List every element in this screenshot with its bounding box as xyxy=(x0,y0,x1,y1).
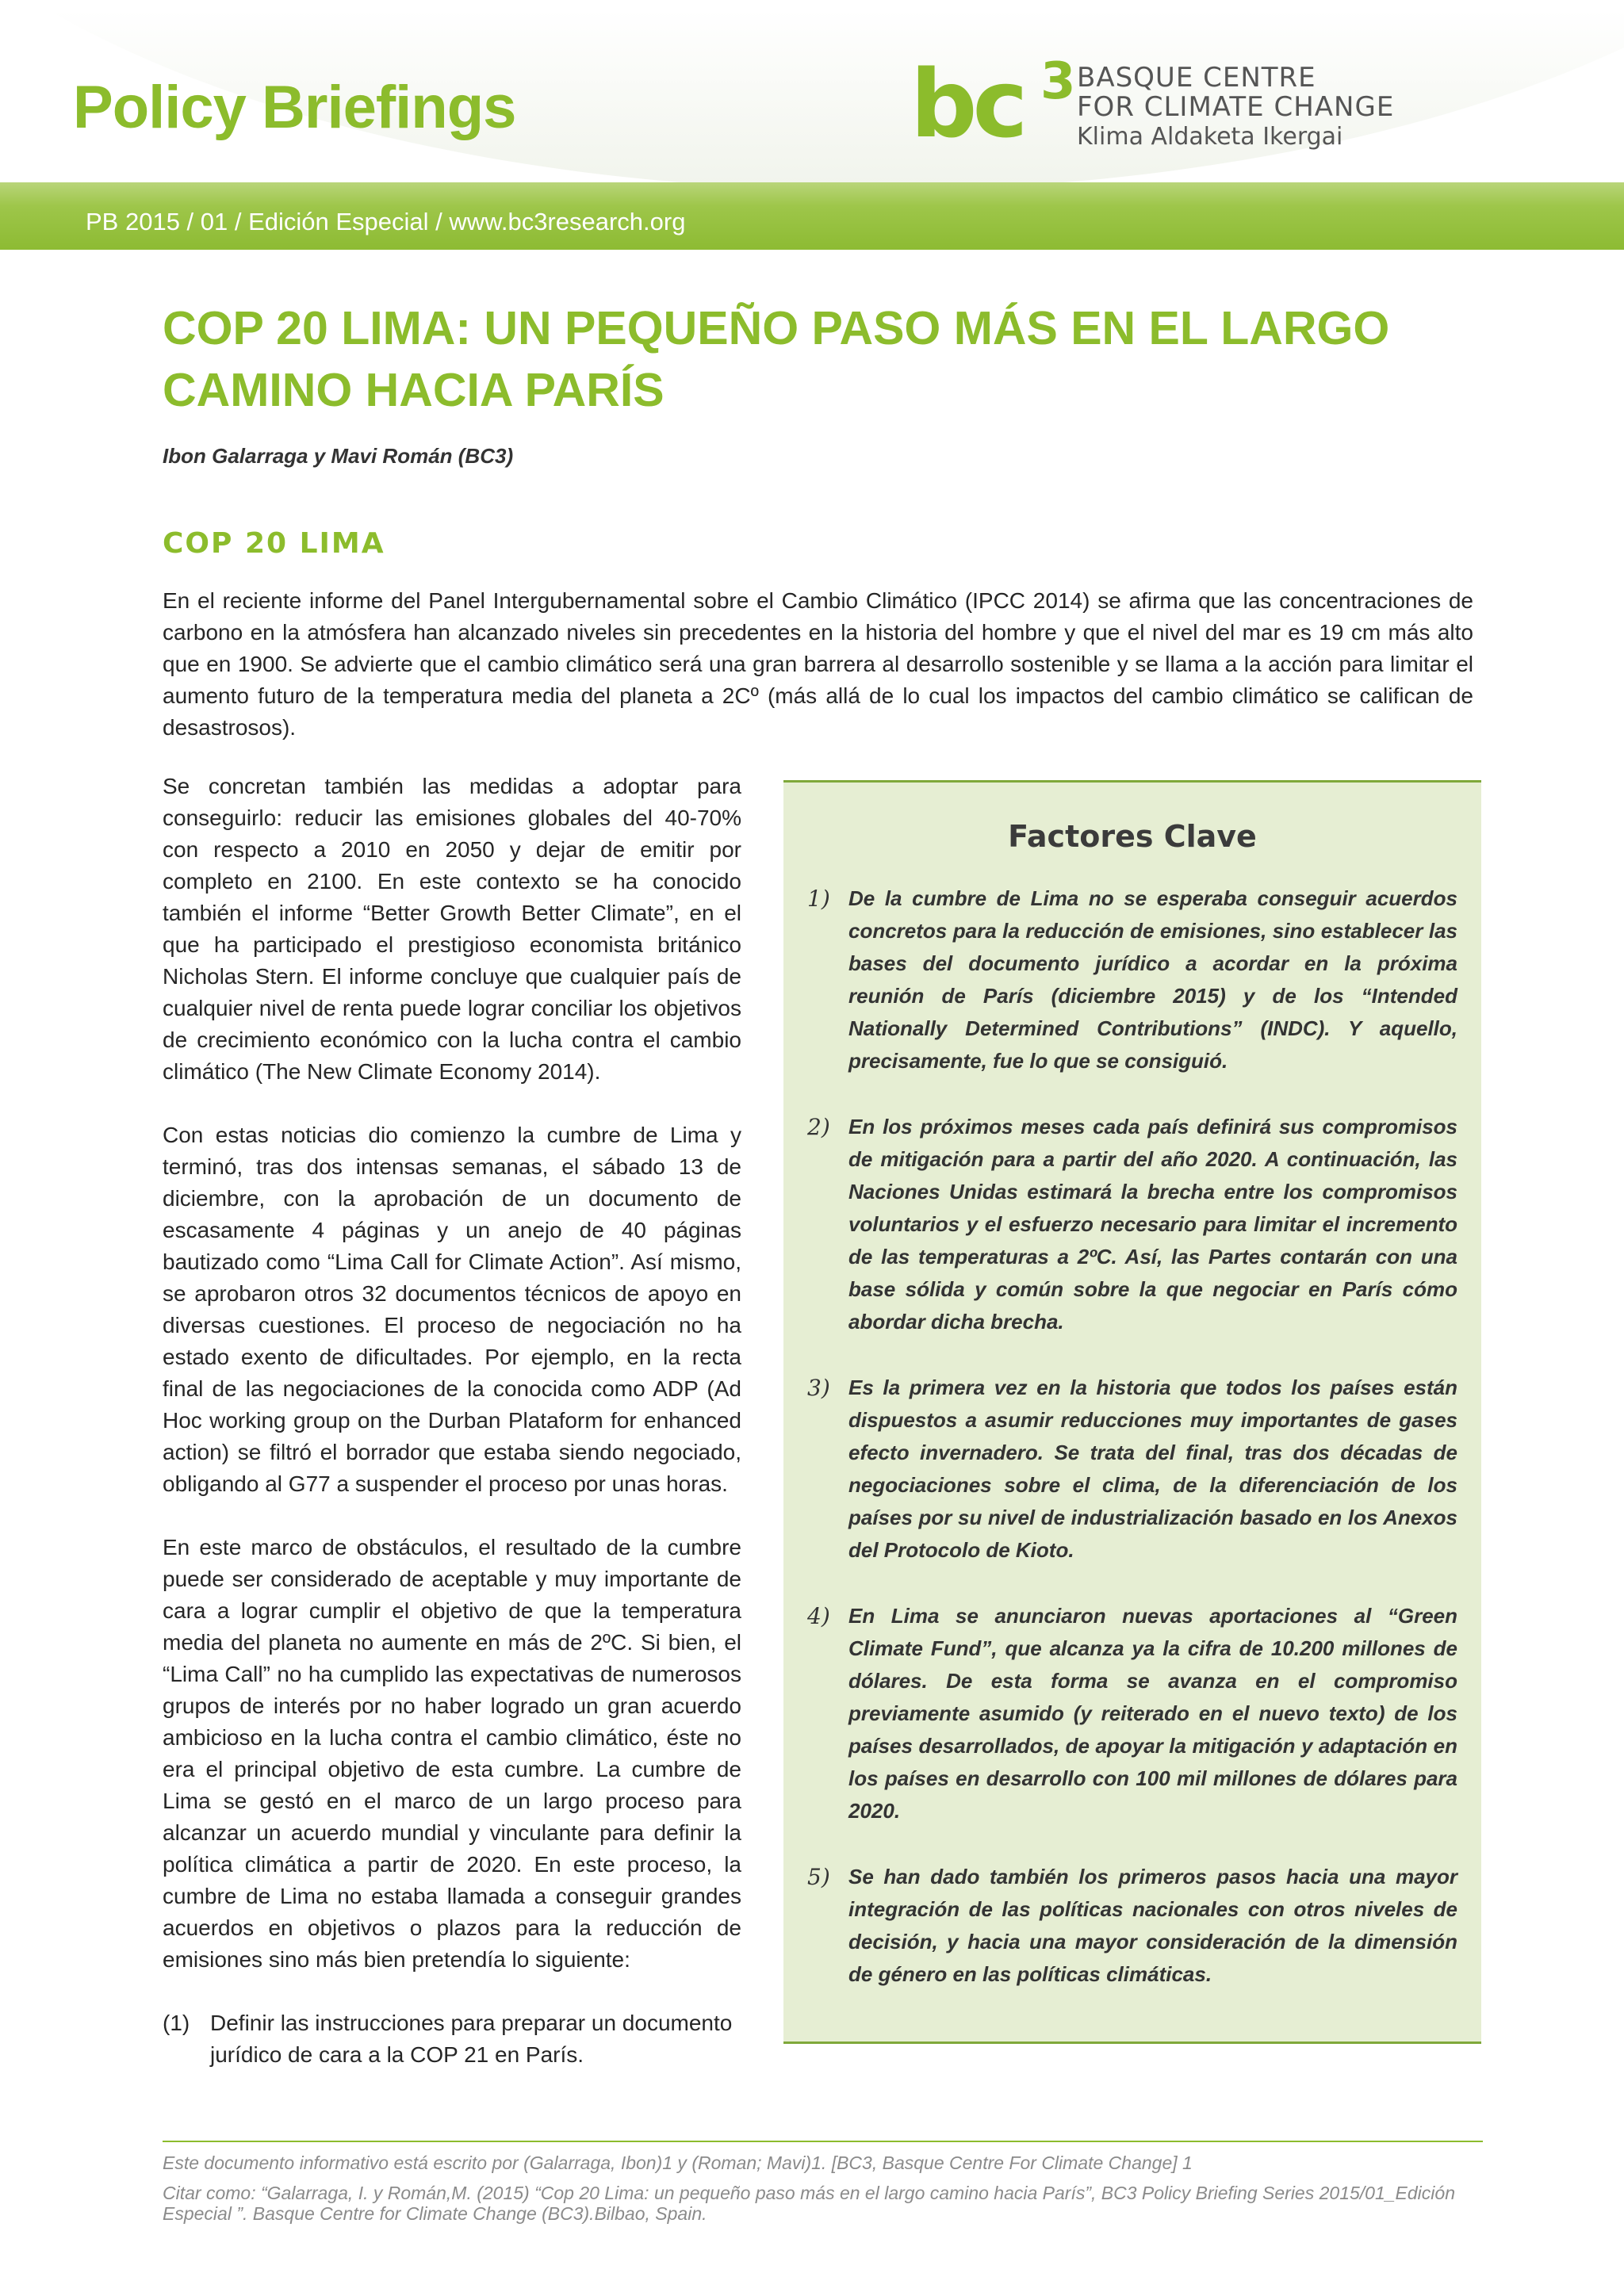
org-name-line1: BASQUE CENTRE xyxy=(1077,62,1316,94)
key-factor-number: 5) xyxy=(807,1864,830,1890)
key-factor-text: Es la primera vez en la historia que todos los países están dispuestos a asumir reducciones muy importantes de gases efecto invernadero. Se trata del final, tras dos décadas de negociaciones sobre el clima, de la diferenciación de los países por su nivel de industrialización basado en los Anexos del Protocolo de Kioto. xyxy=(848,1376,1457,1562)
key-factor-number: 3) xyxy=(807,1375,830,1401)
key-factors-title: Factores Clave xyxy=(1008,819,1257,854)
key-factor-item xyxy=(807,1372,1457,1567)
key-factor-number: 2) xyxy=(807,1114,830,1140)
key-factors-list xyxy=(807,882,1457,2024)
key-factor-item xyxy=(807,882,1457,1077)
body-paragraph: En este marco de obstáculos, el resultado de la cumbre puede ser considerado de aceptable y muy importante de cara a lograr cumplir el objetivo de que la temperatura media del planeta no aumente en más de 2ºC. Si bien, el “Lima Call” no ha cumplido las expectativas de numerosos grupos de interés por no haber logrado un gran acuerdo ambicioso en la lucha contra el cambio climático, éste no era el principal objetivo de esta cumbre. La cumbre de Lima se gestó en el marco de un largo proceso para alcanzar un acuerdo mundial y vinculante para definir la política climática a partir de 2020. En este proceso, la cumbre de Lima no estaba llamada a conseguir grandes acuerdos en objetivos o plazos para la reducción de emisiones sino más bien pretendía lo siguiente: xyxy=(163,1535,741,1972)
list-item-text: Definir las instrucciones para preparar un documento jurídico de cara a la COP 21 en París. xyxy=(210,2011,733,2067)
footer-citation: Citar como: “Galarraga, I. y Román,M. (2015) “Cop 20 Lima: un pequeño paso más en el largo camino hacia París”, BC3 Policy Briefing Series 2015/01_Edición Especial ”. Basque Centre for Climate Change (BC3).Bilbao, Spain. xyxy=(163,2183,1455,2224)
logo-superscript: 3 xyxy=(1040,52,1076,111)
list-item-number: (1) xyxy=(163,2011,190,2035)
left-column xyxy=(163,771,741,2071)
key-factor-item xyxy=(807,1111,1457,1338)
page-header xyxy=(0,0,1624,250)
key-factor-number: 4) xyxy=(807,1603,830,1629)
bc3-logo xyxy=(910,49,1076,159)
footer-authorship-note: Este documento informativo está escrito por (Galarraga, Ibon)1 y (Roman; Mavi)1. [BC3, Basque Centre For Climate Change] 1 xyxy=(163,2152,1193,2173)
key-factor-number: 1) xyxy=(807,886,830,912)
list-item xyxy=(163,2007,741,2071)
key-factor-item xyxy=(807,1600,1457,1827)
key-factor-text: En Lima se anunciaron nuevas aportaciones al “Green Climate Fund”, que alcanza ya la cifra de 10.200 millones de dólares. De esta forma se avanza en el compromiso previamente asumido (y reiterado en el nuevo texto) de los países desarrollados, de apoyar la mitigación y adaptación en los países en desarrollo con 100 mil millones de dólares para 2020. xyxy=(848,1604,1457,1823)
logo-mark: bc xyxy=(910,49,1024,159)
document-title: COP 20 LIMA: UN PEQUEÑO PASO MÁS EN EL LARGO CAMINO HACIA PARÍS xyxy=(163,302,1390,416)
org-name-line2: FOR CLIMATE CHANGE xyxy=(1077,91,1395,123)
briefing-reference-line: PB 2015 / 01 / Edición Especial / www.bc3research.org xyxy=(86,208,686,235)
section-heading: COP 20 LIMA xyxy=(163,527,385,560)
key-factor-text: De la cumbre de Lima no se esperaba conseguir acuerdos concretos para la reducción de emisiones, sino establecer las bases del documento jurídico a acordar en la próxima reunión de París (diciembre 2015) y de los “Intended Nationally Determined Contributions” (INDC). Y aquello, precisamente, fue lo que se consiguió. xyxy=(848,886,1457,1073)
footer-divider xyxy=(163,2141,1483,2142)
series-title: Policy Briefings xyxy=(73,74,516,141)
body-paragraph: Con estas noticias dio comienzo la cumbre de Lima y terminó, tras dos intensas semanas, el sábado 13 de diciembre, con la aprobación de un documento de escasamente 4 páginas y un anejo de 40 páginas bautizado como “Lima Call for Climate Action”. Así mismo, se aprobaron otros 32 documentos técnicos de apoyo en diversas cuestiones. El proceso de negociación no ha estado exento de dificultades. Por ejemplo, en la recta final de las negociaciones de la conocida como ADP (Ad Hoc working group on the Durban Plataform for enhanced action) se filtró el borrador que estaba siendo negociado, obligando al G77 a suspender el proceso por unas horas. xyxy=(163,1123,741,1496)
authors: Ibon Galarraga y Mavi Román (BC3) xyxy=(163,444,514,468)
organization-name xyxy=(1077,63,1394,151)
key-factor-item xyxy=(807,1861,1457,1991)
key-factors-box xyxy=(783,780,1481,2044)
org-name-line3: Klima Aldaketa Ikergai xyxy=(1077,123,1343,151)
body-paragraph: Se concretan también las medidas a adoptar para conseguirlo: reducir las emisiones globales del 40-70% con respecto a 2010 en 2050 y dejar de emitir por completo en 2100. En este contexto se ha conocido también el informe “Better Growth Better Climate”, en el que ha participado el prestigioso economista británico Nicholas Stern. El informe concluye que cualquier país de cualquier nivel de renta puede lograr conciliar los objetivos de crecimiento económico con la lucha contra el cambio climático (The New Climate Economy 2014). xyxy=(163,774,741,1084)
key-factor-text: Se han dado también los primeros pasos hacia una mayor integración de las políticas nacionales con otros niveles de decisión, y hacia una mayor consideración de la dimensión de género en las políticas climáticas. xyxy=(848,1865,1457,1986)
page-footer xyxy=(163,2152,1483,2233)
intro-paragraph: En el reciente informe del Panel Intergubernamental sobre el Cambio Climático (IPCC 2014) se afirma que las concentraciones de carbono en la atmósfera han alcanzado niveles sin precedentes en la historia del hombre y que el nivel del mar es 19 cm más alto que en 1900. Se advierte que el cambio climático será una gran barrera al desarrollo sostenible y se llama a la acción para limitar el aumento futuro de la temperatura media del planeta a 2Cº (más allá de lo cual los impactos del cambio climático se califican de desastrosos). xyxy=(163,588,1473,740)
key-factor-text: En los próximos meses cada país definirá sus compromisos de mitigación para a partir del año 2020. A continuación, las Naciones Unidas estimará la brecha entre los compromisos voluntarios y el esfuerzo necesario para limitar el incremento de las temperaturas a 2ºC. Así, las Partes contarán con una base sólida y común sobre la que negociar en París cómo abordar dicha brecha. xyxy=(848,1115,1457,1334)
